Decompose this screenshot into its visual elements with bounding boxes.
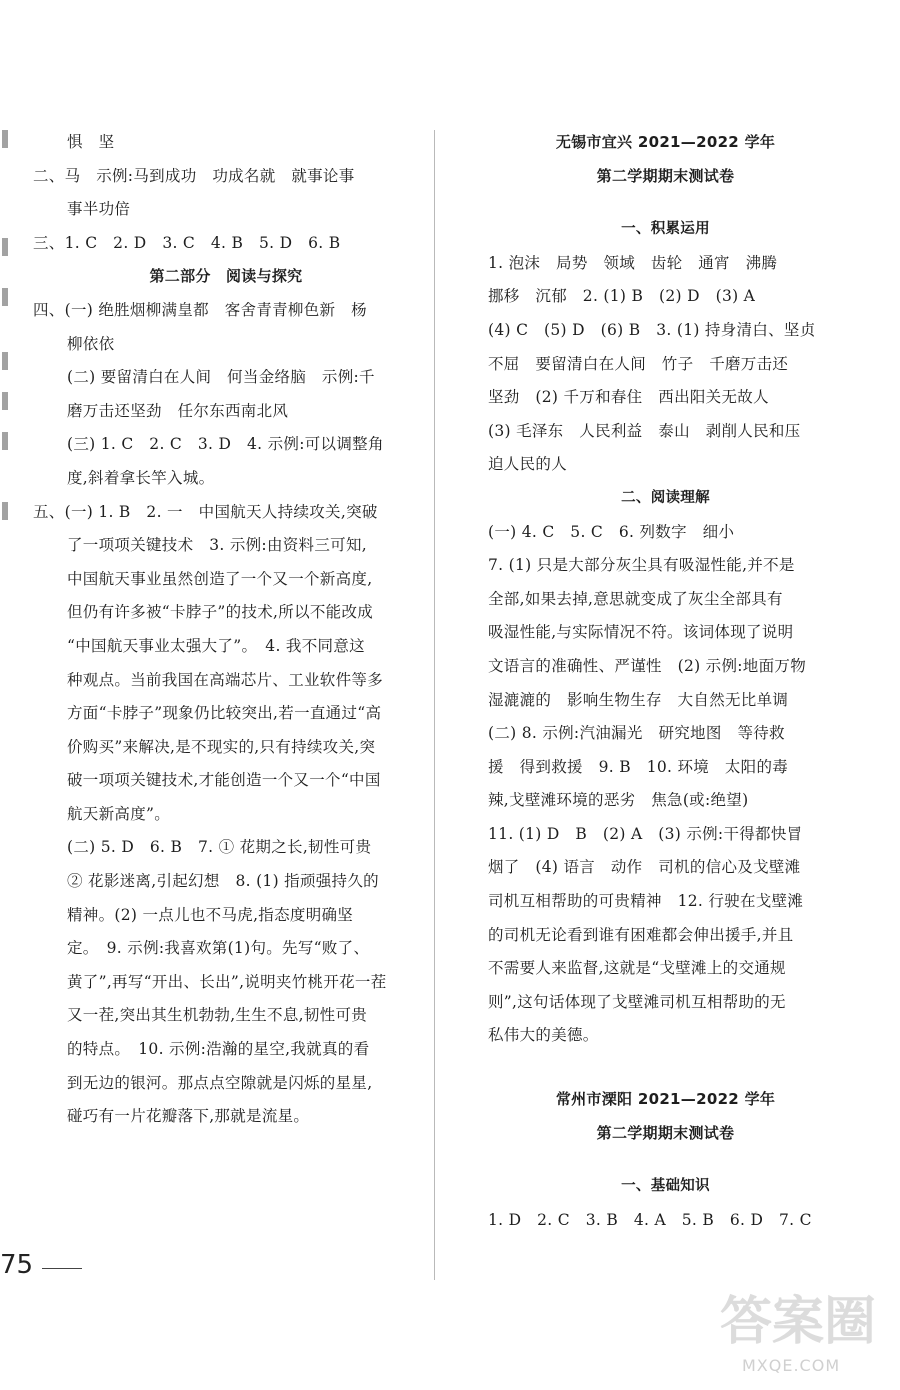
page-number-rule [42, 1268, 82, 1269]
answer-line: 三、1. C 2. D 3. C 4. B 5. D 6. B [33, 233, 341, 252]
answer-line: 黄了”,再写“开出、长出”,说明夹竹桃开花一茬 [67, 972, 387, 991]
answer-line: “中国航天事业太强大了”。 4. 我不同意这 [67, 636, 365, 655]
answer-line: (二) 5. D 6. B 7. ① 花期之长,韧性可贵 [67, 838, 372, 857]
answer-line: 挪移 沉郁 2. (1) B (2) D (3) A [488, 287, 756, 306]
answer-line: 破一项项关键技术,才能创造一个又一个“中国 [67, 771, 381, 790]
exam-title-line1: 无锡市宜兴 2021—2022 学年 [555, 133, 776, 151]
answer-line: 吸湿性能,与实际情况不符。该词体现了说明 [488, 623, 794, 642]
site-watermark [720, 1290, 890, 1385]
answer-line: 的特点。 10. 示例:浩瀚的星空,我就真的看 [67, 1040, 370, 1059]
exam-title-line1: 常州市溧阳 2021—2022 学年 [555, 1090, 776, 1109]
answer-line: 1. D 2. C 3. B 4. A 5. B 6. D 7. C [488, 1210, 812, 1229]
answer-line: 到无边的银河。那点点空隙就是闪烁的星星, [67, 1073, 373, 1092]
answer-line: 了一项项关键技术 3. 示例:由资料三可知, [67, 536, 367, 555]
answer-line: (4) C (5) D (6) B 3. (1) 持身清白、坚贞 [488, 320, 816, 339]
left-column [33, 126, 419, 1134]
section-heading: 一、积累运用 [621, 221, 710, 238]
answer-line: (三) 1. C 2. C 3. D 4. 示例:可以调整角 [67, 435, 384, 454]
answer-line: 价购买”来解决,是不现实的,只有持续攻关,突 [67, 737, 376, 756]
answer-line: 11. (1) D B (2) A (3) 示例:干得都快冒 [488, 824, 803, 843]
answer-line: 方面“卡脖子”现象仍比较突出,若一直通过“高 [67, 704, 382, 723]
answer-line: 7. (1) 只是大部分灰尘具有吸湿性能,并不是 [488, 556, 795, 575]
answer-line: (3) 毛泽东 人民利益 泰山 剥削人民和压 [488, 421, 801, 440]
answer-line: 四、(一) 绝胜烟柳满皇都 客舍青青柳色新 杨 [33, 300, 367, 319]
page-number: 75 [0, 1250, 34, 1280]
answer-line: 磨万击还坚劲 任尔东西南北风 [67, 401, 289, 420]
answer-line: 航天新高度”。 [67, 804, 171, 823]
answer-line: 湿漉漉的 影响生物生存 大自然无比单调 [488, 690, 789, 709]
answer-line: 全部,如果去掉,意思就变成了灰尘全部具有 [488, 589, 783, 608]
answer-line: 惧 坚 [67, 133, 115, 151]
right-column [488, 126, 843, 1237]
answer-line: 辣,戈壁滩环境的恶劣 焦急(或:绝望) [488, 791, 749, 810]
answer-line: 定。 9. 示例:我喜欢第(1)句。先写“败了、 [67, 939, 370, 958]
answer-line: 柳依依 [67, 334, 115, 353]
answer-line: 私伟大的美德。 [488, 1026, 599, 1045]
answer-line: (二) 要留清白在人间 何当金络脑 示例:千 [67, 368, 375, 387]
answer-line: ② 花影迷离,引起幻想 8. (1) 指顽强持久的 [67, 872, 379, 891]
section-heading: 一、基础知识 [621, 1178, 710, 1195]
answer-line: 不屈 要留清白在人间 竹子 千磨万击还 [488, 354, 789, 373]
answer-line: 迫人民的人 [488, 455, 568, 474]
exam-title-line2: 第二学期期末测试卷 [596, 166, 735, 185]
answer-line: 五、(一) 1. B 2. 一 中国航天人持续攻关,突破 [33, 502, 378, 521]
answer-line: 二、马 示例:马到成功 功成名就 就事论事 [33, 166, 355, 185]
answer-line: (二) 8. 示例:汽油漏光 研究地图 等待救 [488, 724, 785, 743]
answer-line: 不需要人来监督,这就是“戈壁滩上的交通规 [488, 959, 786, 978]
answer-line: 又一茬,突出其生机勃勃,生生不息,韧性可贵 [67, 1006, 368, 1025]
answer-line: (一) 4. C 5. C 6. 列数字 细小 [488, 522, 735, 541]
answer-line: 1. 泡沫 局势 领域 齿轮 通宵 沸腾 [488, 253, 778, 272]
answer-line: 精神。(2) 一点儿也不马虎,指态度明确坚 [67, 905, 354, 924]
watermark-url: MXQE.COM [742, 1356, 841, 1375]
answer-line: 但仍有许多被“卡脖子”的技术,所以不能改成 [67, 603, 374, 622]
answer-line: 种观点。当前我国在高端芯片、工业软件等多 [67, 670, 384, 689]
exam-title-line2: 第二学期期末测试卷 [596, 1123, 735, 1142]
answer-line: 的司机无论看到谁有困难都会伸出援手,并且 [488, 925, 794, 944]
adjacent-page-edge [0, 120, 14, 540]
column-divider [434, 130, 435, 1280]
answer-line: 援 得到救援 9. B 10. 环境 太阳的毒 [488, 757, 789, 776]
section-heading: 二、阅读理解 [621, 489, 710, 506]
watermark-logo: 答案圈 [720, 1292, 877, 1352]
answer-line: 司机互相帮助的可贵精神 12. 行驶在戈壁滩 [488, 892, 804, 911]
answer-line: 坚劲 (2) 千万和春住 西出阳关无故人 [488, 388, 769, 407]
answer-line: 中国航天事业虽然创造了一个又一个新高度, [67, 569, 373, 588]
part-heading: 第二部分 阅读与探究 [149, 267, 303, 286]
answer-line: 烟了 (4) 语言 动作 司机的信心及戈壁滩 [488, 858, 801, 877]
answer-line: 则”,这句话体现了戈壁滩司机互相帮助的无 [488, 992, 786, 1011]
answer-line: 文语言的准确性、严谨性 (2) 示例:地面万物 [488, 656, 807, 675]
answer-line: 度,斜着拿长竿入城。 [67, 468, 215, 487]
answer-line: 碰巧有一片花瓣落下,那就是流星。 [67, 1107, 310, 1126]
answer-line: 事半功倍 [67, 200, 131, 219]
